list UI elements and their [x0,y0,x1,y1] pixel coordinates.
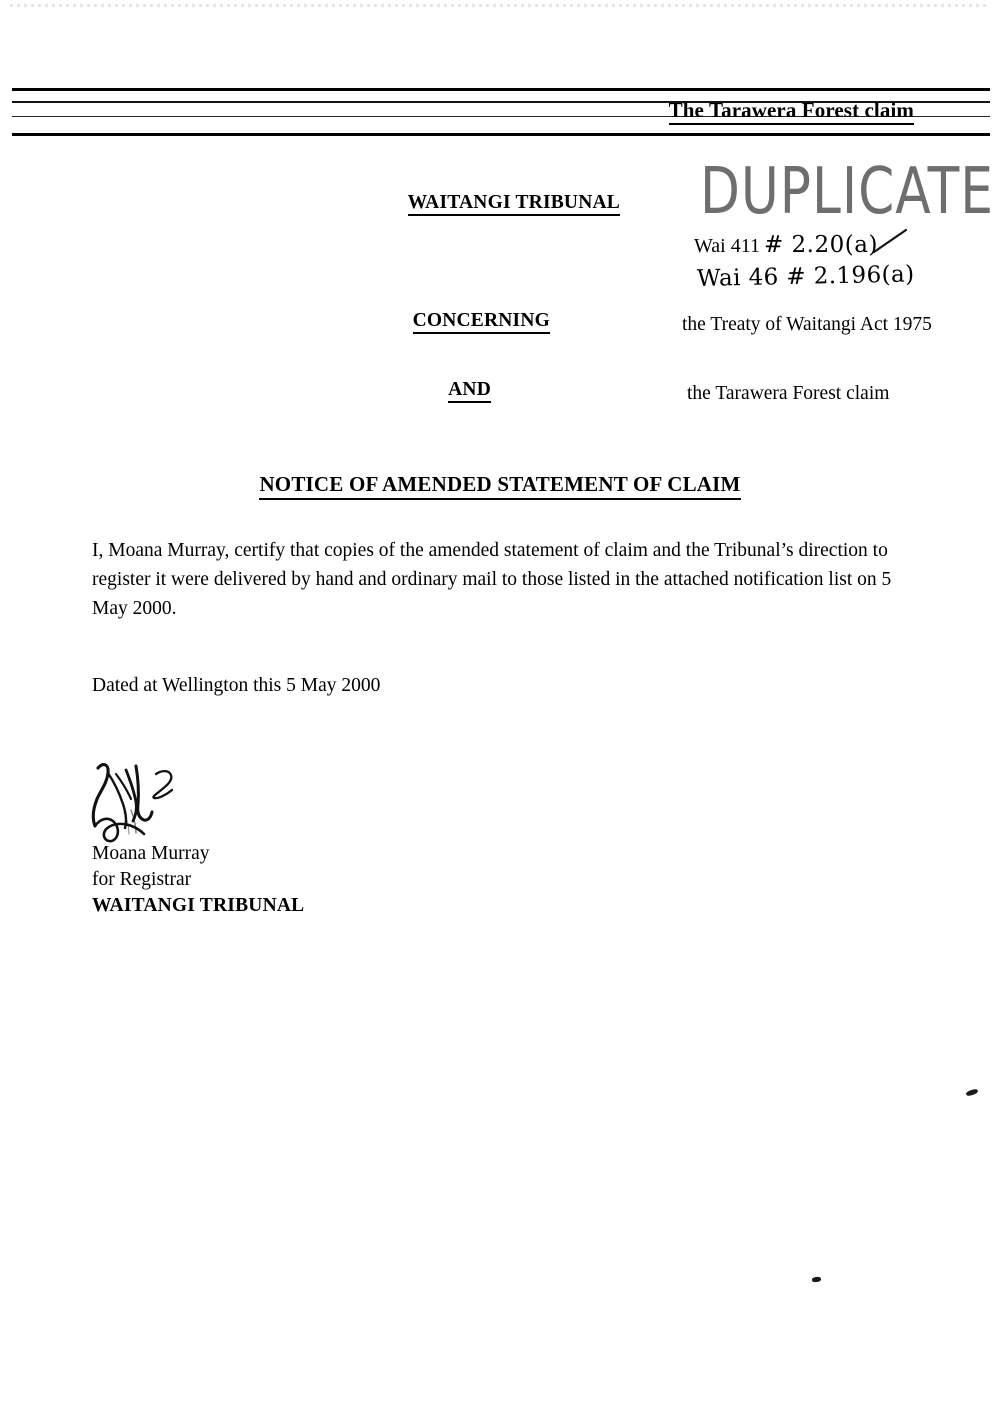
tribunal-heading-text: WAITANGI TRIBUNAL [408,192,620,216]
scan-speck-artifact [966,1088,979,1096]
reference-wai-411-printed: Wai 411 [694,235,760,257]
scan-edge-artifact [10,4,990,7]
signature-mark [86,752,276,852]
reference-line-wai-411 [694,232,878,258]
page-title-text: NOTICE OF AMENDED STATEMENT OF CLAIM [259,472,740,500]
and-value: the Tarawera Forest claim [687,383,890,404]
and-label-text: AND [448,379,491,403]
duplicate-stamp: DUPLICATE [700,154,994,229]
concerning-value: the Treaty of Waitangi Act 1975 [682,314,932,335]
scan-speck-artifact [812,1276,822,1282]
reference-line-wai-46: Wai 46 # 2.196(a) [696,261,915,292]
concerning-label-text: CONCERNING [413,310,550,334]
running-head: The Tarawera Forest claim [669,100,914,125]
reference-wai-411-handwritten: # 2.20(a) [763,232,878,258]
header-rule [12,88,990,91]
signatory-role: for Registrar [92,868,192,890]
and-label [260,379,491,401]
signatory-name: Moana Murray [92,843,210,864]
dated-line: Dated at Wellington this 5 May 2000 [92,675,381,696]
concerning-label [260,310,550,332]
header-rule [12,133,990,136]
certification-paragraph: I, Moana Murray, certify that copies of the amended statement of claim and the Tribunal’s direction to register it were delivered by hand and ordinary mail to those listed in the attached notification list on 5 May 2000. [92,540,892,619]
page-title [0,472,1000,497]
signature-block [92,841,304,919]
tribunal-heading [260,192,620,214]
signatory-organisation: WAITANGI TRIBUNAL [92,894,305,916]
